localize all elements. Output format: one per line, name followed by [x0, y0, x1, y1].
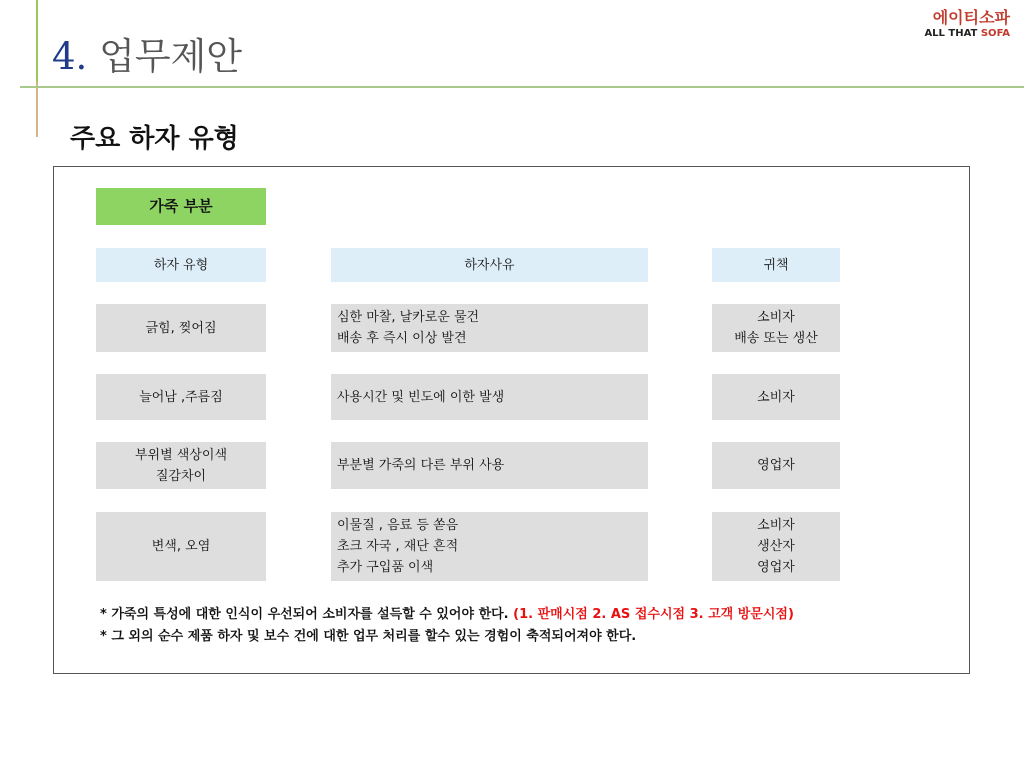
brand-logo-english-prefix: ALL THAT: [924, 28, 981, 39]
header-responsibility: 귀책: [712, 248, 840, 282]
footnote-2: * 그 외의 순수 제품 하자 및 보수 건에 대한 업무 처리를 할수 있는 경험이 축적되어져야 한다.: [100, 629, 637, 644]
cell-line: 심한 마찰, 날카로운 물건: [337, 310, 480, 325]
decor-vertical-line-accent: [36, 82, 38, 137]
brand-logo: [924, 8, 1010, 40]
table-row-2-fault: [712, 374, 840, 420]
footnote-1: [100, 604, 794, 626]
cell-line: 소비자: [757, 310, 795, 325]
cell-line: 질감차이: [155, 468, 207, 484]
footnotes: [100, 604, 794, 648]
cell-line: 부분별 가죽의 다른 부위 사용: [337, 458, 505, 473]
cell-line: 긁힘, 찢어짐: [145, 320, 217, 336]
cell-line: 늘어남 ,주름짐: [139, 389, 223, 405]
cell-line: 영업자: [757, 458, 795, 473]
cell-line: 배송 후 즉시 이상 발견: [337, 331, 467, 346]
brand-logo-english-suffix: SOFA: [980, 28, 1010, 39]
brand-logo-korean: 에이티소파: [932, 8, 1010, 27]
cell-line: 초크 자국 , 재단 흔적: [337, 539, 459, 554]
cell-line: 이물질 , 음료 등 쏟음: [337, 518, 459, 533]
content-panel: [53, 166, 970, 674]
cell-line: 추가 구입품 이색: [337, 560, 434, 575]
table-row-1-type: [96, 304, 266, 352]
slide-title: [52, 32, 242, 82]
cell-line: 배송 또는 생산: [734, 331, 818, 346]
table-row-4-type: [96, 512, 266, 581]
slide-title-text: 업무제안: [99, 35, 243, 78]
category-label: 가죽 부분: [96, 188, 266, 225]
table-row-3-type: [96, 442, 266, 489]
section-subtitle: 주요 하자 유형: [70, 124, 239, 154]
cell-line: 변색, 오염: [151, 539, 211, 554]
cell-line: 생산자: [757, 539, 795, 554]
footnote-1-text: * 가죽의 특성에 대한 인식이 우선되어 소비자를 설득할 수 있어야 한다.: [100, 607, 514, 622]
footnote-1-highlight: (1. 판매시점 2. AS 접수시점 3. 고객 방문시점): [513, 607, 794, 622]
cell-line: 영업자: [757, 560, 795, 575]
cell-line: 소비자: [757, 518, 795, 533]
table-row-2-type: [96, 374, 266, 420]
table-row-1-fault: [712, 304, 840, 352]
decor-horizontal-line: [20, 86, 1024, 88]
brand-logo-english: [924, 28, 1010, 40]
cell-line: 사용시간 및 빈도에 이한 발생: [337, 389, 505, 405]
cell-line: 소비자: [757, 389, 795, 405]
cell-line: 부위별 색상이색: [134, 447, 228, 463]
table-row-3-reason: [331, 442, 648, 489]
header-defect-reason: 하자사유: [331, 248, 648, 282]
header-defect-type: 하자 유형: [96, 248, 266, 282]
decor-vertical-line: [36, 0, 38, 82]
table-row-4-reason: [331, 512, 648, 581]
table-row-1-reason: [331, 304, 648, 352]
table-row-3-fault: [712, 442, 840, 489]
table-row-2-reason: [331, 374, 648, 420]
slide-title-number: 4.: [52, 35, 88, 78]
table-row-4-fault: [712, 512, 840, 581]
